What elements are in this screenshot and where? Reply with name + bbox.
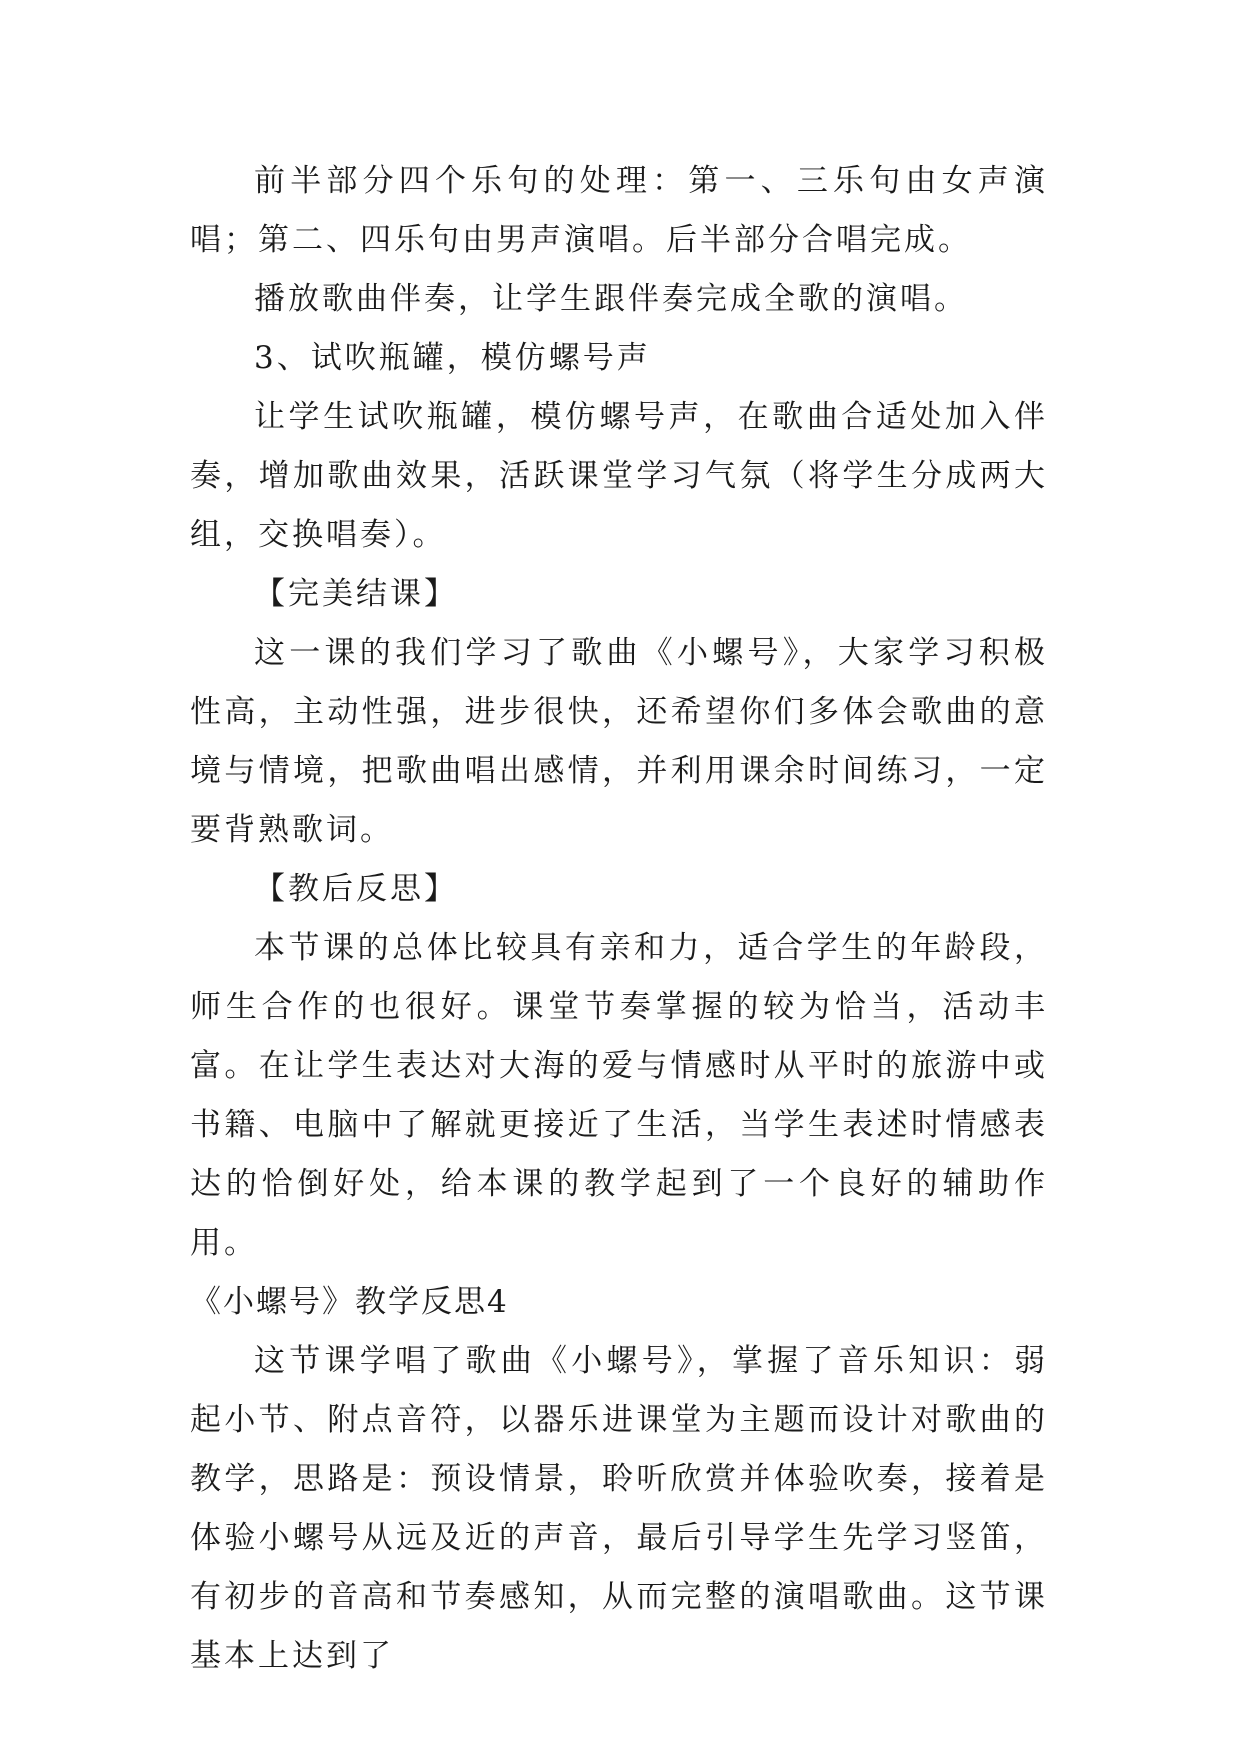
paragraph-bottle-blowing: 让学生试吹瓶罐，模仿螺号声，在歌曲合适处加入伴奏，增加歌曲效果，活跃课堂学习气氛（将学生分成两大组，交换唱奏）。 <box>190 399 1048 553</box>
paragraph-reflection-4: 这节课学唱了歌曲《小螺号》，掌握了音乐知识：弱起小节、附点音符，以器乐进课堂为主题而设计对歌曲的教学，思路是：预设情景，聆听欣赏并体验吹奏，接着是体验小螺号从远及近的声音，最后引导学生先学习竖笛，有初步的音高和节奏感知，从而完整的演唱歌曲。这节课基本上达到了 <box>190 1343 1048 1674</box>
section-heading-conclusion: 【完美结课】 <box>254 576 458 612</box>
section-heading-reflection: 【教后反思】 <box>254 871 458 907</box>
paragraph-reflection: 本节课的总体比较具有亲和力，适合学生的年龄段，师生合作的也很好。课堂节奏掌握的较为恰当，活动丰富。在让学生表达对大海的爱与情感时从平时的旅游中或书籍、电脑中了解就更接近了生活，当学生表述时情感表达的恰倒好处，给本课的教学起到了一个良好的辅助作用。 <box>190 930 1048 1261</box>
article-title: 《小螺号》教学反思4 <box>190 1284 509 1320</box>
paragraph-phrase-arrangement: 前半部分四个乐句的处理：第一、三乐句由女声演唱；第二、四乐句由男声演唱。后半部分合唱完成。 <box>190 163 1048 258</box>
paragraph-conclusion: 这一课的我们学习了歌曲《小螺号》，大家学习积极性高，主动性强，进步很快，还希望你们多体会歌曲的意境与情境，把歌曲唱出感情，并利用课余时间练习，一定要背熟歌词。 <box>190 635 1048 848</box>
paragraph-accompaniment-singing: 播放歌曲伴奏，让学生跟伴奏完成全歌的演唱。 <box>254 281 968 317</box>
paragraph-step-3-heading: 3、试吹瓶罐，模仿螺号声 <box>254 340 651 376</box>
document-body <box>190 152 1048 1686</box>
